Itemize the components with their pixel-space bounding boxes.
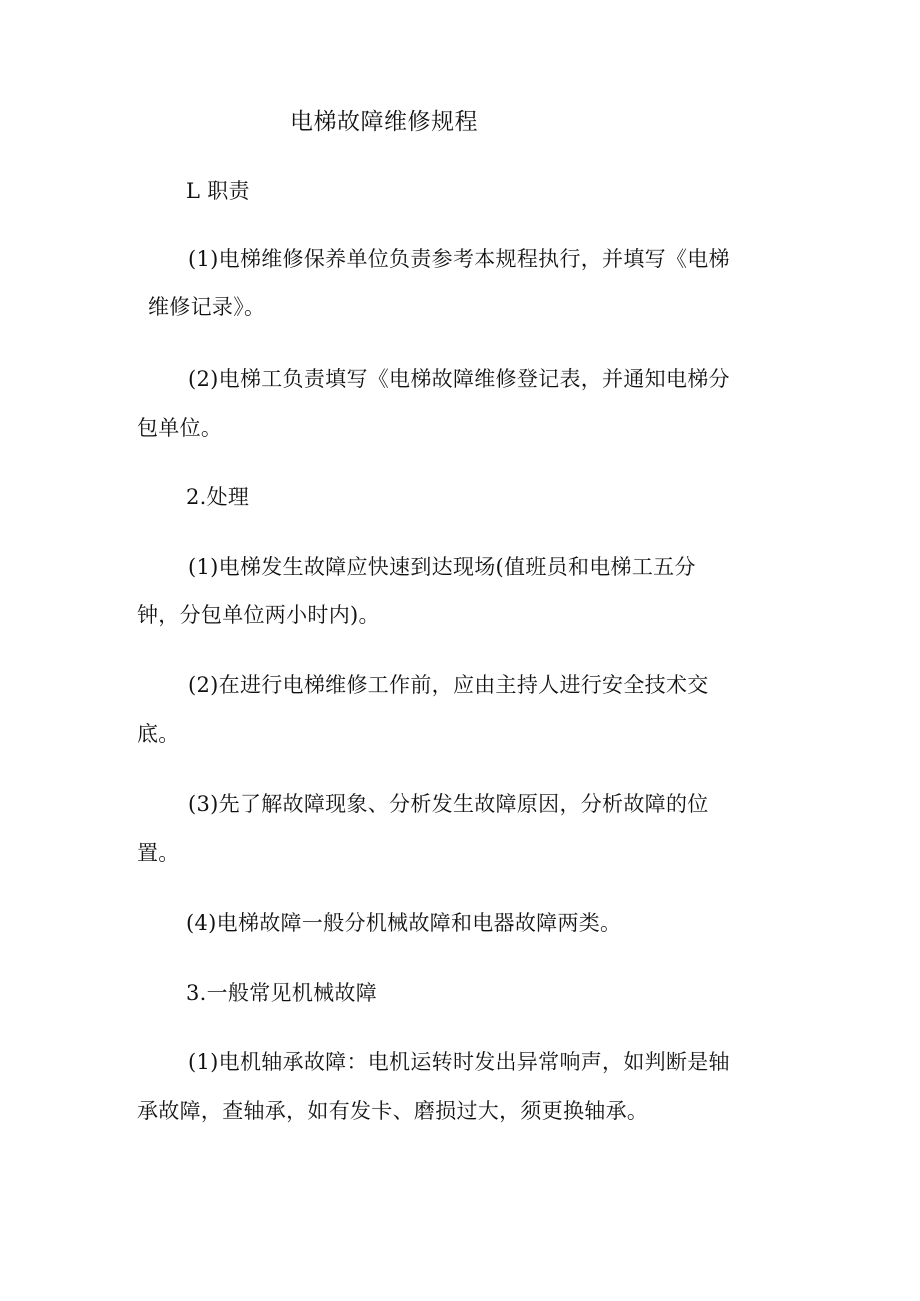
paragraph-line: (2)在进行电梯维修工作前，应由主持人进行安全技术交: [188, 673, 709, 697]
section-heading-handling: 2.处理: [186, 485, 250, 509]
paragraph-line: 钟，分包单位两小时内)。: [137, 603, 380, 627]
paragraph-line: (3)先了解故障现象、分析发生故障原因，分析故障的位: [188, 792, 709, 816]
paragraph-line: (2)电梯工负责填写《电梯故障维修登记表，并通知电梯分: [188, 367, 730, 391]
paragraph-line: 底。: [137, 722, 180, 746]
paragraph-line: 包单位。: [137, 416, 223, 440]
paragraph-line: (1)电机轴承故障：电机运转时发出异常响声，如判断是轴: [188, 1050, 730, 1074]
paragraph-line: (1)电梯维修保养单位负责参考本规程执行，并填写《电梯: [188, 247, 730, 271]
section-heading-mechanical: 3.一般常见机械故障: [186, 981, 378, 1005]
paragraph-line: 维修记录》。: [148, 295, 266, 319]
paragraph-line: 置。: [137, 841, 180, 865]
paragraph-line: (4)电梯故障一般分机械故障和电器故障两类。: [186, 911, 622, 935]
paragraph-line: 承故障，查轴承，如有发卡、磨损过大，须更换轴承。: [137, 1099, 649, 1123]
section-heading-duties: L 职责: [186, 179, 250, 203]
paragraph-line: (1)电梯发生故障应快速到达现场(值班员和电梯工五分: [188, 555, 696, 579]
document-title: 电梯故障维修规程: [290, 109, 478, 135]
